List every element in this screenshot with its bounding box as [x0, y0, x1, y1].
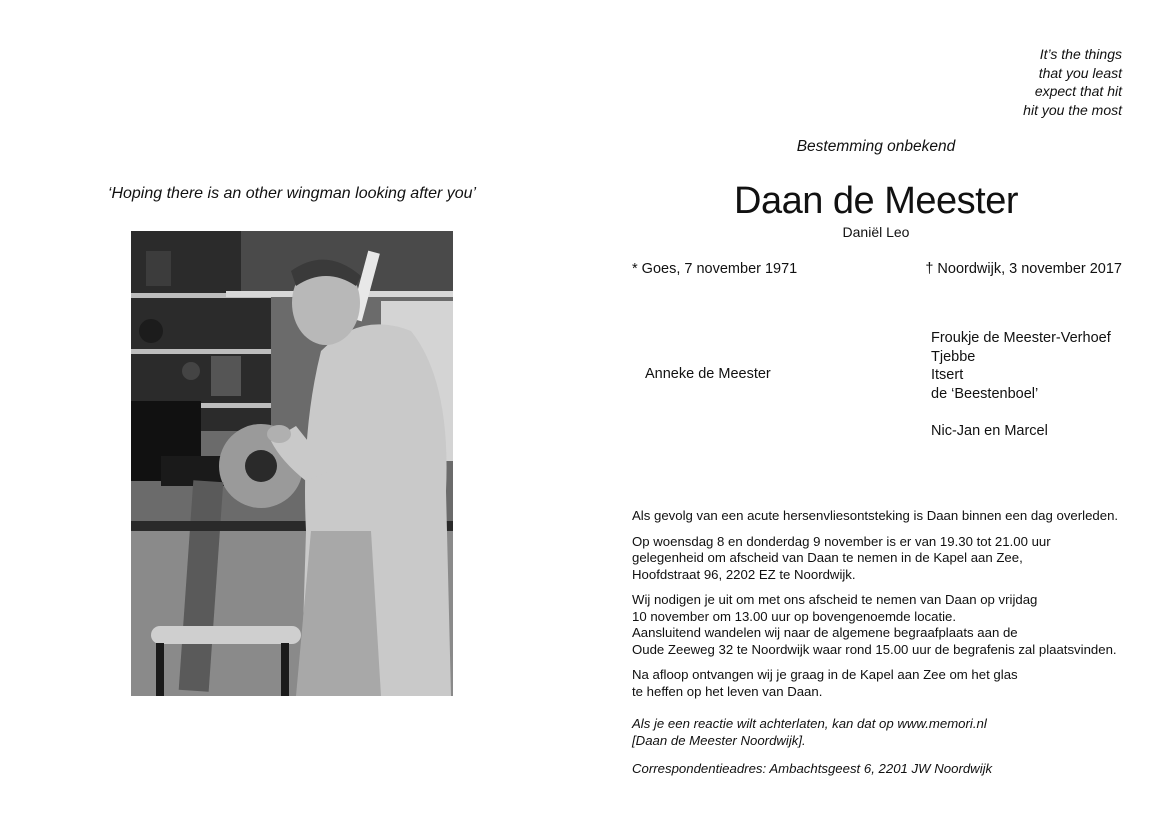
paragraph-death-cause [632, 508, 1132, 525]
correspondence-address [632, 761, 1132, 778]
family-member: Tjebbe [931, 348, 976, 365]
birth-date: * Goes, 7 november 1971 [632, 261, 798, 277]
family-member: Nic-Jan en Marcel [931, 422, 1048, 439]
quote: ‘Hoping there is an other wingman looking after you’ [107, 185, 477, 202]
paragraph-visitation [632, 534, 1132, 584]
text-line: gelegenheid om afscheid van Daan te nemen in de Kapel aan Zee, [632, 550, 1023, 565]
given-names: Daniël Leo [842, 224, 910, 240]
announcement-text [632, 508, 1132, 787]
poem-line: hit you the most [1023, 101, 1122, 118]
paragraph-condolence [632, 716, 1132, 749]
poem-line: that you least [1038, 64, 1122, 81]
text-line: Op woensdag 8 en donderdag 9 november is er van 19.30 tot 21.00 uur [632, 533, 1051, 549]
family-partner: Anneke de Meester [645, 366, 771, 382]
subtitle: Bestemming onbekend [796, 138, 956, 155]
text-line: [Daan de Meester Noordwijk]. [632, 732, 806, 748]
death-date: † Noordwijk, 3 november 2017 [925, 261, 1122, 277]
text-line: Aansluitend wandelen wij naar de algemene begraafplaats aan de [632, 625, 1018, 640]
poem-line: It’s the things [1039, 46, 1122, 62]
text-line: Wij nodigen je uit om met ons afscheid te nemen van Daan op vrijdag [632, 592, 1038, 607]
text-line: te heffen op het leven van Daan. [632, 683, 823, 699]
text-line: Oude Zeeweg 32 te Noordwijk waar rond 15.00 uur de begrafenis zal plaatsvinden. [632, 641, 1117, 657]
text-line: 10 november om 13.00 uur op bovengenoemde locatie. [632, 608, 957, 624]
family-member: Froukje de Meester-Verhoef [931, 330, 1111, 346]
text-line: Als je een reactie wilt achterlaten, kan dat op www.memori.nl [632, 716, 987, 731]
text-line: Na afloop ontvangen wij je graag in de Kapel aan Zee om het glas [632, 667, 1018, 682]
paragraph-reception [632, 667, 1132, 700]
text-line: Correspondentieadres: Ambachtsgeest 6, 2201 JW Noordwijk [632, 761, 993, 776]
text-line: Als gevolg van een acute hersenvliesontsteking is Daan binnen een dag overleden. [632, 508, 1119, 523]
family-member: Itsert [931, 367, 964, 383]
family-member: de ‘Beestenboel’ [931, 385, 1039, 402]
family-list [931, 329, 1111, 440]
deceased-name: Daan de Meester [734, 180, 1018, 222]
paragraph-funeral [632, 592, 1132, 658]
poem [1023, 45, 1122, 119]
text-line: Hoofdstraat 96, 2202 EZ te Noordwijk. [632, 566, 856, 582]
portrait-photo [131, 231, 453, 696]
poem-line: expect that hit [1034, 83, 1122, 99]
